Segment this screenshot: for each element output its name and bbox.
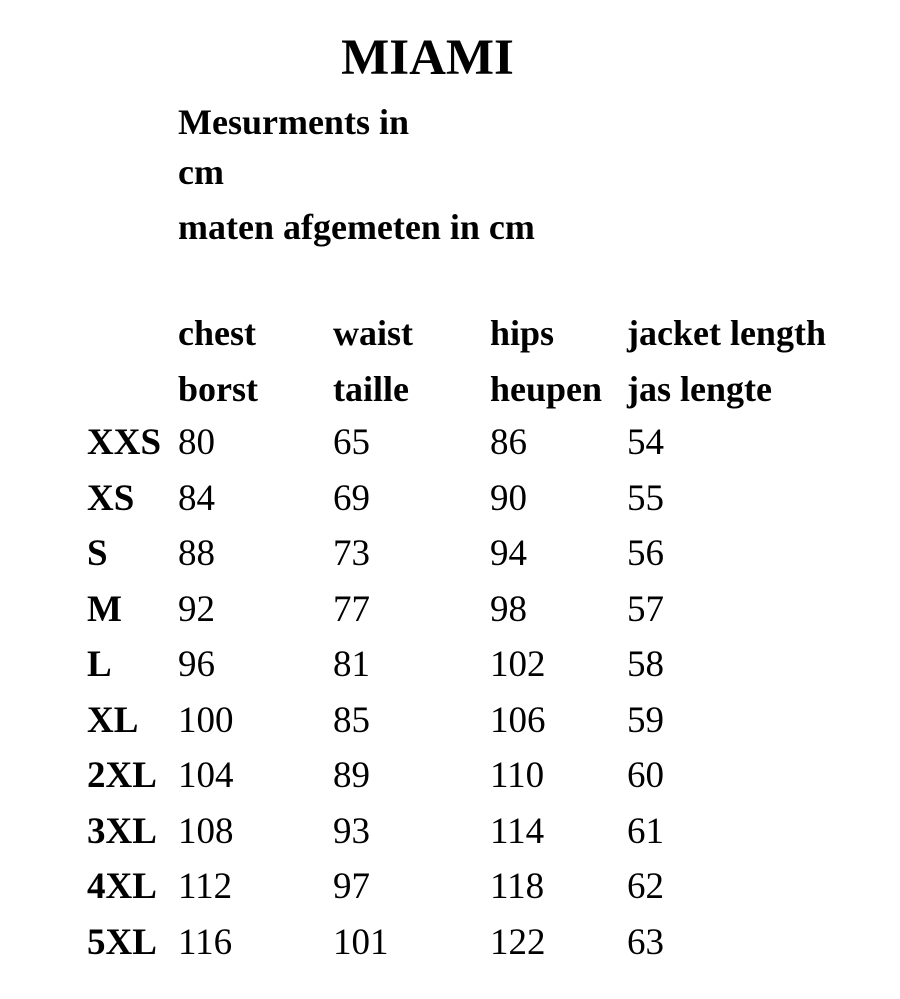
header-jacket-length: jacket length bbox=[627, 313, 826, 353]
jacket-length-value: 58 bbox=[627, 644, 664, 685]
hips-value: 106 bbox=[490, 699, 546, 741]
jacket-length-value: 56 bbox=[627, 533, 664, 574]
waist-value: 85 bbox=[333, 699, 370, 741]
waist-value: 101 bbox=[333, 921, 389, 963]
size-label: XS bbox=[87, 477, 135, 519]
table-row bbox=[0, 643, 900, 699]
hips-value: 114 bbox=[490, 810, 545, 852]
jacket-length-value: 59 bbox=[627, 699, 664, 741]
waist-value: 89 bbox=[333, 755, 370, 796]
size-label: 2XL bbox=[87, 755, 157, 796]
table-row bbox=[0, 421, 900, 477]
hips-value: 98 bbox=[490, 588, 527, 630]
jacket-length-value: 54 bbox=[627, 422, 664, 463]
chest-value: 104 bbox=[178, 755, 234, 796]
page-title: MIAMI bbox=[341, 30, 514, 86]
size-label: L bbox=[87, 644, 112, 685]
chest-value: 84 bbox=[178, 477, 215, 519]
size-label: M bbox=[87, 588, 122, 630]
header-jas-lengte: jas lengte bbox=[627, 369, 772, 409]
size-label: 3XL bbox=[87, 810, 157, 852]
table-row bbox=[0, 921, 900, 977]
header-hips: hips bbox=[490, 313, 555, 353]
header-borst: borst bbox=[178, 369, 258, 409]
chest-value: 80 bbox=[178, 422, 215, 463]
subtitle-line-1: Mesurments in bbox=[178, 102, 409, 142]
table-row bbox=[0, 865, 900, 921]
hips-value: 90 bbox=[490, 477, 527, 519]
hips-value: 86 bbox=[490, 422, 527, 463]
jacket-length-value: 57 bbox=[627, 588, 664, 630]
table-row bbox=[0, 810, 900, 866]
waist-value: 93 bbox=[333, 810, 370, 852]
table-row bbox=[0, 699, 900, 755]
header-waist: waist bbox=[333, 313, 413, 353]
header-chest: chest bbox=[178, 313, 256, 353]
jacket-length-value: 63 bbox=[627, 921, 664, 963]
subtitle-line-3: maten afgemeten in cm bbox=[178, 207, 535, 247]
chest-value: 96 bbox=[178, 644, 215, 685]
waist-value: 69 bbox=[333, 477, 370, 519]
chest-value: 88 bbox=[178, 533, 215, 574]
table-row bbox=[0, 477, 900, 533]
jacket-length-value: 62 bbox=[627, 866, 664, 907]
header-taille: taille bbox=[333, 369, 409, 409]
header-heupen: heupen bbox=[490, 369, 603, 409]
jacket-length-value: 60 bbox=[627, 755, 664, 796]
hips-value: 110 bbox=[490, 755, 545, 796]
jacket-length-value: 55 bbox=[627, 477, 664, 519]
chest-value: 92 bbox=[178, 588, 215, 630]
chest-value: 100 bbox=[178, 699, 234, 741]
hips-value: 94 bbox=[490, 533, 527, 574]
hips-value: 122 bbox=[490, 921, 546, 963]
hips-value: 118 bbox=[490, 866, 545, 907]
chest-value: 112 bbox=[178, 866, 233, 907]
chest-value: 108 bbox=[178, 810, 234, 852]
waist-value: 81 bbox=[333, 644, 370, 685]
waist-value: 73 bbox=[333, 533, 370, 574]
size-label: 5XL bbox=[87, 921, 157, 963]
table-row bbox=[0, 532, 900, 588]
waist-value: 65 bbox=[333, 422, 370, 463]
chest-value: 116 bbox=[178, 921, 233, 963]
size-label: XXS bbox=[87, 422, 162, 463]
waist-value: 97 bbox=[333, 866, 370, 907]
hips-value: 102 bbox=[490, 644, 546, 685]
size-label: S bbox=[87, 533, 108, 574]
size-table-body bbox=[0, 421, 900, 976]
subtitle-line-2: cm bbox=[178, 152, 224, 192]
size-label: 4XL bbox=[87, 866, 157, 907]
table-row bbox=[0, 588, 900, 644]
waist-value: 77 bbox=[333, 588, 370, 630]
size-label: XL bbox=[87, 699, 139, 741]
jacket-length-value: 61 bbox=[627, 810, 664, 852]
table-row bbox=[0, 754, 900, 810]
